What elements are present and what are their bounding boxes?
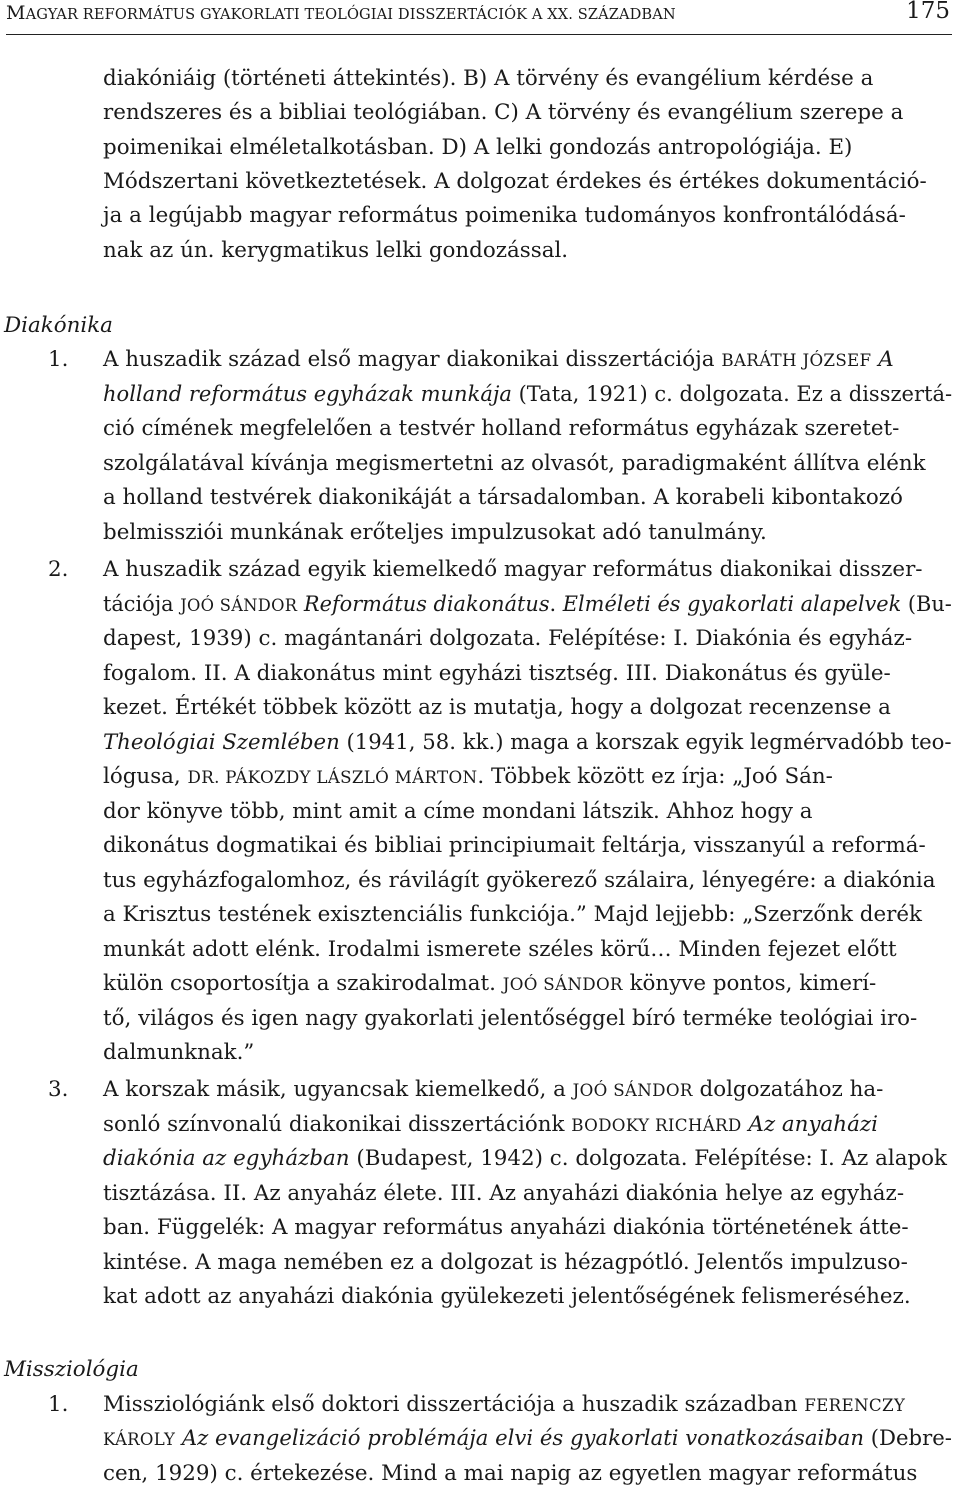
text: külön csoportosítja a szakirodalmat. xyxy=(103,971,503,996)
item-line: tisztázása. II. Az anyaház élete. III. Az anyaházi diakónia helye az egyház- xyxy=(103,1181,905,1206)
item-line: dapest, 1939) c. magántanári dolgozata. Felépítése: I. Diakónia és egyház- xyxy=(103,626,913,651)
intro-line: rendszeres és a bibliai teológiában. C) A törvény és evangélium szerepe a xyxy=(103,100,904,125)
item-line: kat adott az anyaházi diakónia gyülekezeti jelentőségének felismeréséhez. xyxy=(103,1284,911,1309)
text xyxy=(175,1426,182,1451)
section-heading-missziologia: Missziológia xyxy=(4,1357,139,1382)
item-line xyxy=(103,1142,947,1176)
item-line: a Krisztus testének exisztenciális funkciója.” Majd lejjebb: „Szerzőnk derék xyxy=(103,902,922,927)
title-italic: Elméleti és gyakorlati alapelvek xyxy=(562,592,902,617)
intro-line: diakóniáig (történeti áttekintés). B) A törvény és evangélium kérdése a xyxy=(103,66,874,91)
text: (1941, 58. kk.) maga a korszak egyik legmérvadóbb teo- xyxy=(339,730,952,755)
item-line: belmissziói munkának erőteljes impulzusokat adó tanulmány. xyxy=(103,520,767,545)
header-title xyxy=(6,2,676,24)
author-name: BARÁTH JÓZSEF xyxy=(721,351,872,370)
item-line xyxy=(103,1422,952,1456)
item-line xyxy=(103,588,952,622)
title-italic: Az anyaházi xyxy=(748,1112,878,1137)
intro-line: nak az ún. kerygmatikus lelki gondozással. xyxy=(103,238,569,263)
text: . xyxy=(549,592,563,617)
text: . Többek között ez írja: „Joó Sán- xyxy=(477,764,833,789)
text: sonló színvonalú diakonikai disszertációnk xyxy=(103,1112,572,1137)
item-line: dalmunknak.” xyxy=(103,1040,255,1065)
item-line: A huszadik század egyik kiemelkedő magyar református diakonikai disszer- xyxy=(103,557,923,582)
item-number: 3. xyxy=(48,1077,69,1102)
text: (Bu- xyxy=(901,592,952,617)
item-line: tő, világos és igen nagy gyakorlati jelentőséggel bíró terméke teológiai iro- xyxy=(103,1006,918,1031)
text: (Tata, 1921) c. dolgozata. Ez a disszertá- xyxy=(511,382,953,407)
item-line: kezet. Értékét többek között az is mutatja, hogy a dolgozat recenzense a xyxy=(103,695,891,720)
author-name: DR. PÁKOZDY LÁSZLÓ MÁRTON xyxy=(187,768,478,787)
item-line: a holland testvérek diakonikáját a társadalomban. A korabeli kibontakozó xyxy=(103,485,903,510)
title-italic: A xyxy=(871,347,894,372)
text: könyve pontos, kimerí- xyxy=(622,971,877,996)
running-header xyxy=(6,0,952,35)
item-line xyxy=(103,967,876,1001)
item-line: kintése. A maga nemében ez a dolgozat is hézagpótló. Jelentős impulzuso- xyxy=(103,1250,908,1275)
item-line: munkát adott elénk. Irodalmi ismerete széles körű… Minden fejezet előtt xyxy=(103,937,897,962)
item-number: 1. xyxy=(48,1392,69,1417)
item-number: 2. xyxy=(48,557,69,582)
text: (Budapest, 1942) c. dolgozata. Felépítése: I. Az alapok xyxy=(349,1146,948,1171)
author-name: JOÓ SÁNDOR xyxy=(572,1081,693,1100)
text: Missziológiánk első doktori disszertációja a huszadik században xyxy=(103,1392,805,1417)
text: dolgozatához ha- xyxy=(692,1077,884,1102)
text: A huszadik század első magyar diakonikai disszertációja xyxy=(103,347,722,372)
text: lógusa, xyxy=(103,764,188,789)
text: tációja xyxy=(103,592,181,617)
header-title-initial: M xyxy=(6,2,26,24)
author-name: FERENCZY xyxy=(804,1396,906,1415)
item-line: tus egyházfogalomhoz, és rávilágít gyökerező szálaira, lényegére: a diakónia xyxy=(103,868,936,893)
text: A korszak másik, ugyancsak kiemelkedő, a xyxy=(103,1077,573,1102)
item-number: 1. xyxy=(48,347,69,372)
item-line: fogalom. II. A diakonátus mint egyházi tisztség. III. Diakonátus és gyüle- xyxy=(103,661,891,686)
item-line xyxy=(103,378,952,412)
title-italic: Theológiai Szemlében xyxy=(103,730,340,755)
author-name: JOÓ SÁNDOR xyxy=(180,596,298,615)
author-name: JOÓ SÁNDOR xyxy=(502,975,623,994)
author-name: KÁROLY xyxy=(103,1430,176,1449)
intro-line: Módszertani következtetések. A dolgozat érdekes és értékes dokumentáció- xyxy=(103,169,927,194)
title-italic: Református diakonátus xyxy=(303,592,550,617)
text: (Debre- xyxy=(864,1426,952,1451)
item-line: dikonátus dogmatikai és bibliai principiumait feltárja, visszanyúl a reformá- xyxy=(103,833,926,858)
item-line xyxy=(103,1108,878,1142)
item-line: ció címének megfelelően a testvér holland református egyházak szeretet- xyxy=(103,416,900,441)
intro-line: ja a legújabb magyar református poimenika tudományos konfrontálódásá- xyxy=(103,203,906,228)
title-italic: holland református egyházak munkája xyxy=(103,382,512,407)
item-line xyxy=(103,726,952,760)
item-line: cen, 1929) c. értekezése. Mind a mai napig az egyetlen magyar református xyxy=(103,1461,918,1486)
title-italic: diakónia az egyházban xyxy=(103,1146,350,1171)
title-italic: Az evangelizáció problémája elvi és gyakorlati vonatkozásaiban xyxy=(181,1426,865,1451)
item-line xyxy=(103,1073,883,1107)
item-line: dor könyve több, mint amit a címe mondani látszik. Ahhoz hogy a xyxy=(103,799,813,824)
item-line xyxy=(103,760,833,794)
item-line: szolgálatával kívánja megismertetni az olvasót, paradigmaként állítva elénk xyxy=(103,451,926,476)
intro-line: poimenikai elméletalkotásban. D) A lelki gondozás antropológiája. E) xyxy=(103,135,853,160)
header-title-rest: AGYAR REFORMÁTUS GYAKORLATI TEOLÓGIAI DISSZERTÁCIÓK A XX. SZÁZADBAN xyxy=(25,6,676,23)
item-line: ban. Függelék: A magyar református anyaházi diakónia történetének átte- xyxy=(103,1215,909,1240)
section-heading-diakonika: Diakónika xyxy=(4,313,113,338)
author-name: BODOKY RICHÁRD xyxy=(571,1116,742,1135)
item-line xyxy=(103,1388,905,1422)
page-number: 175 xyxy=(906,0,950,24)
item-line xyxy=(103,343,894,377)
